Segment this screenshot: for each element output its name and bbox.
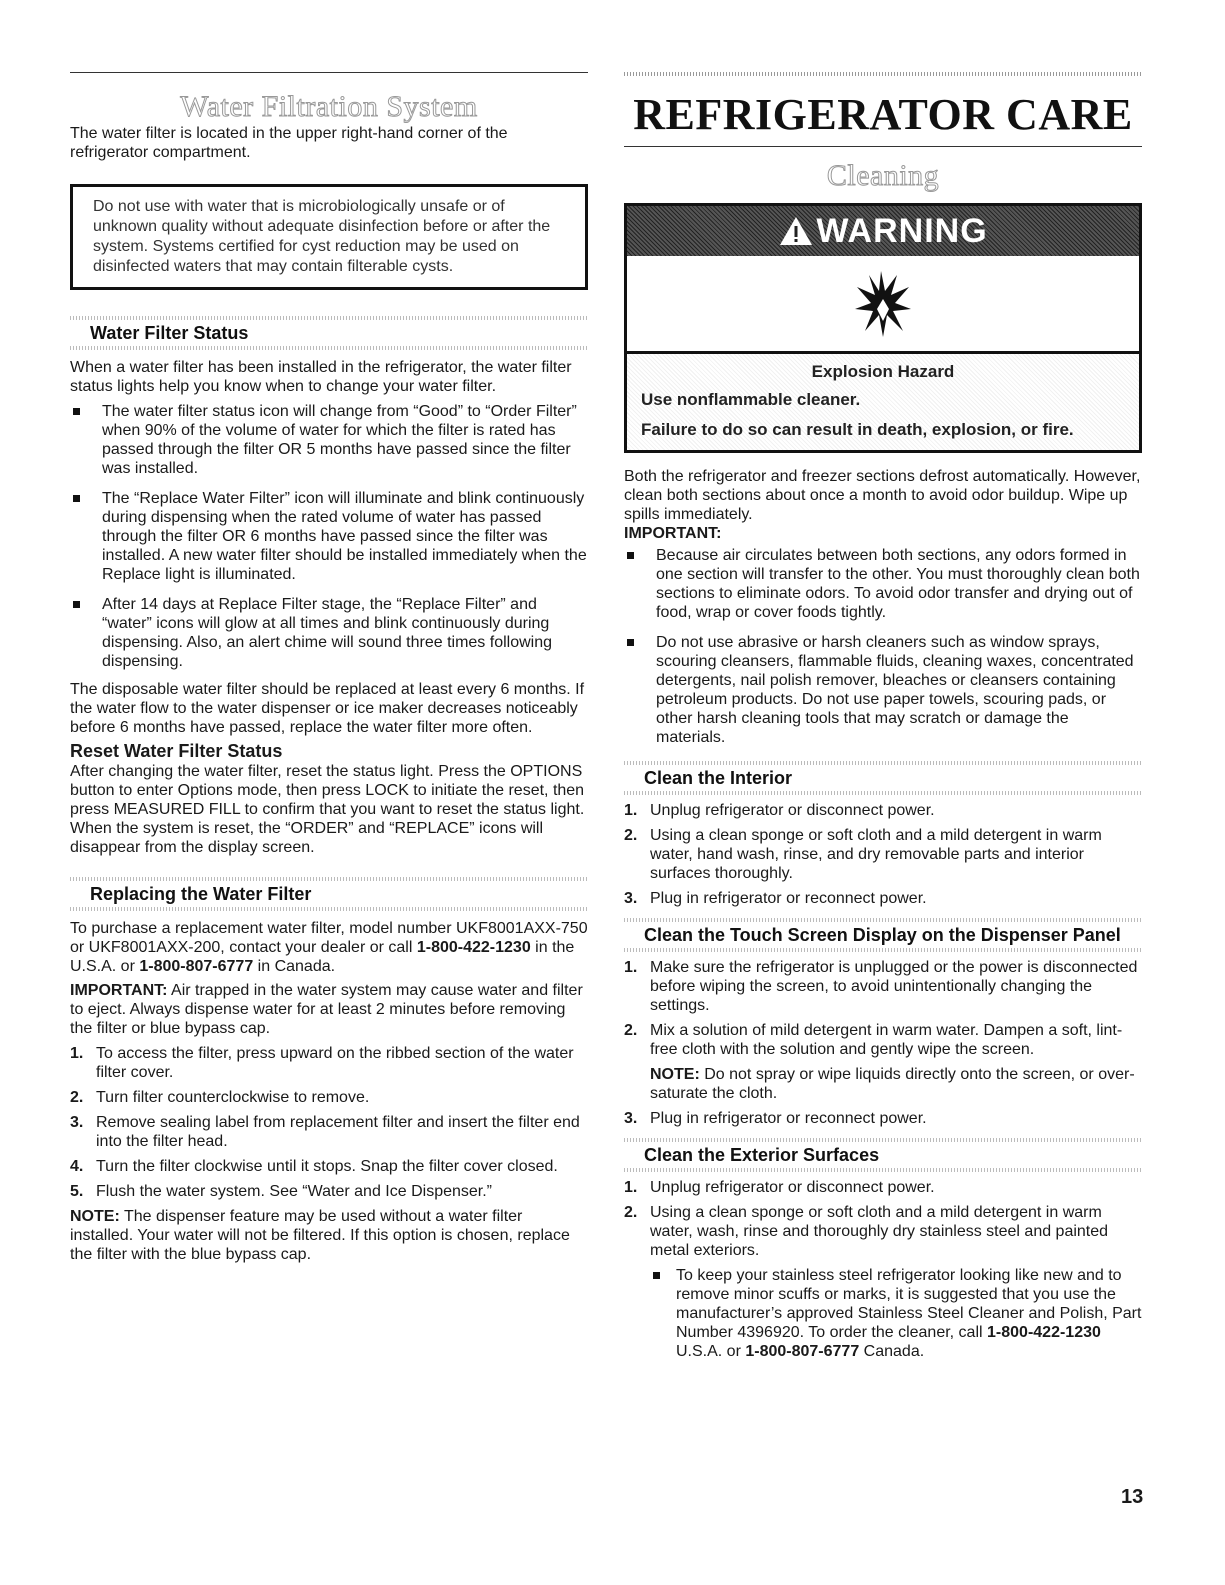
replacing-filter-heading: Replacing the Water Filter <box>70 877 588 911</box>
bullet-text: To keep your stainless steel refrigerator looking like new and to remove minor scuffs or marks, it is suggested that you use the manufacturer’s approved Stainless Steel Cleaner and Polish, Part Number 4396920. To order the cleaner, call <box>676 1267 1142 1341</box>
list-item <box>70 1088 588 1107</box>
clean-touch-screen-heading: Clean the Touch Screen Display on the Dispenser Panel <box>624 918 1142 952</box>
step-number: 2. <box>624 1204 638 1221</box>
touch-note <box>650 1065 1142 1103</box>
bullet-text: Canada. <box>859 1343 925 1360</box>
step-number: 3. <box>624 1110 638 1127</box>
phone-us: 1-800-422-1230 <box>416 939 531 956</box>
caution-box: Do not use with water that is microbiologically unsafe or of unknown quality without adequate disinfection before or after the system. Systems certified for cyst reduction may be used on disinfected waters that may contain filterable cysts. <box>70 184 588 290</box>
warning-box <box>624 203 1142 453</box>
interior-steps <box>624 801 1142 908</box>
right-column <box>624 88 1142 1361</box>
list-item: Do not use abrasive or harsh cleaners such as window sprays, scouring cleansers, flammable fluids, cleaning waxes, concentrated detergents, nail polish remover, bleaches or cleansers containing petroleum products. Do not use paper towels, scouring pads, or other harsh cleaning tools that may scratch or damage the materials. <box>624 633 1142 747</box>
step-text: Remove sealing label from replacement filter and insert the filter end into the filter head. <box>96 1114 580 1150</box>
replace-intro-text: in the U.S.A. or <box>70 939 575 975</box>
bullet-text: U.S.A. or <box>676 1343 746 1360</box>
step-text: Plug in refrigerator or reconnect power. <box>650 1110 927 1127</box>
step-number: 2. <box>624 827 638 844</box>
page-title: REFRIGERATOR CARE <box>633 90 1133 139</box>
clean-interior-heading: Clean the Interior <box>624 761 1142 795</box>
warning-header <box>627 206 1139 256</box>
step-text: Make sure the refrigerator is unplugged or the power is disconnected before wiping the screen, to avoid unintentionally changing the settings. <box>650 959 1138 1014</box>
phone-canada: 1-800-807-6777 <box>745 1343 860 1360</box>
note-label: NOTE: <box>70 1208 120 1225</box>
exterior-bullets <box>650 1266 1142 1361</box>
list-item <box>70 1182 588 1201</box>
step-number: 5. <box>70 1183 84 1200</box>
step-number: 1. <box>624 1179 638 1196</box>
step-number: 3. <box>70 1114 84 1131</box>
list-item <box>70 1113 588 1151</box>
note-text: The dispenser feature may be used without a water filter installed. Your water will not be filtered. If this option is chosen, replace the filter with the blue bypass cap. <box>70 1208 570 1263</box>
list-item: The water filter status icon will change from “Good” to “Order Filter” when 90% of the volume of water for which the filter is rated has passed through the filter OR 5 months have passed since the filter was installed. <box>70 402 588 478</box>
list-item <box>624 1109 1142 1128</box>
water-filter-status-heading: Water Filter Status <box>70 316 588 350</box>
defrost-intro: Both the refrigerator and freezer sections defrost automatically. However, clean both sections about once a month to avoid odor buildup. Wipe up spills immediately. <box>624 468 1141 523</box>
list-item: The “Replace Water Filter” icon will illuminate and blink continuously during dispensing when the rated volume of water has passed through the filter OR 6 months have passed since the filter was installed. A new water filter should be installed immediately when the Replace light is illuminated. <box>70 489 588 584</box>
touch-screen-steps <box>624 958 1142 1128</box>
exterior-steps <box>624 1178 1142 1361</box>
cleaning-bullets <box>624 546 1142 747</box>
step-text: Unplug refrigerator or disconnect power. <box>650 802 935 819</box>
step-text: Using a clean sponge or soft cloth and a mild detergent in warm water, hand wash, rinse, and dry removable parts and interior surfaces thoroughly. <box>650 827 1102 882</box>
replace-steps <box>70 1044 588 1201</box>
list-item <box>70 1157 588 1176</box>
step-text: Turn the filter clockwise until it stops. Snap the filter cover closed. <box>96 1158 558 1175</box>
explosion-icon <box>853 269 913 339</box>
warning-label: WARNING <box>816 211 988 250</box>
replace-intro-text: To purchase a replacement water filter, model number UKF8001AXX-750 or UKF8001AXX-200, contact your dealer or call <box>70 920 588 956</box>
warning-line: Use nonflammable cleaner. <box>641 390 861 409</box>
step-number: 4. <box>70 1158 84 1175</box>
important-label: IMPORTANT: <box>70 982 168 999</box>
list-item <box>624 958 1142 1015</box>
list-item: Because air circulates between both sections, any odors formed in one section will transfer to the other. You must thoroughly clean both sections to eliminate odors. To avoid odor transfer and drying out of food, wrap or cover foods tightly. <box>624 546 1142 622</box>
important-text: Air trapped in the water system may cause water and filter to eject. Always dispense water for at least 2 minutes before removing the filter or blue bypass cap. <box>70 982 583 1037</box>
list-item <box>624 889 1142 908</box>
list-item: After 14 days at Replace Filter stage, the “Replace Filter” and “water” icons will glow at all times and blink continuously during dispensing. Also, an alert chime will sound three times following dispensing. <box>70 595 588 671</box>
note-para <box>70 1207 588 1264</box>
clean-exterior-heading: Clean the Exterior Surfaces <box>624 1138 1142 1172</box>
step-text: Mix a solution of mild detergent in warm water. Dampen a soft, lint-free cloth with the solution and gently wipe the screen. <box>650 1022 1123 1058</box>
step-number: 2. <box>624 1022 638 1039</box>
phone-us: 1-800-422-1230 <box>987 1324 1101 1341</box>
page-number: 13 <box>1121 1486 1144 1508</box>
list-item <box>624 1178 1142 1197</box>
left-top-rule <box>70 72 588 73</box>
step-number: 1. <box>624 959 638 976</box>
status-bullets <box>70 402 588 671</box>
step-text: Flush the water system. See “Water and Ice Dispenser.” <box>96 1183 493 1200</box>
list-item <box>70 1044 588 1082</box>
hazard-title: Explosion Hazard <box>811 362 955 381</box>
warning-line: Failure to do so can result in death, explosion, or fire. <box>641 420 1074 439</box>
replace-intro-text: in Canada. <box>253 958 336 975</box>
replace-intro <box>70 919 588 976</box>
explosion-symbol-area <box>627 256 1139 354</box>
step-text: Unplug refrigerator or disconnect power. <box>650 1179 935 1196</box>
list-item <box>624 801 1142 820</box>
cleaning-heading: Cleaning <box>826 159 940 192</box>
phone-canada: 1-800-807-6777 <box>139 958 254 975</box>
step-text: To access the filter, press upward on the ribbed section of the water filter cover. <box>96 1045 574 1081</box>
status-outro: The disposable water filter should be replaced at least every 6 months. If the water flow to the water dispenser or ice maker decreases noticeably before 6 months have passed, replace the water filter more often. <box>70 681 585 736</box>
left-column <box>70 90 588 1264</box>
status-intro: When a water filter has been installed in the refrigerator, the water filter status lights help you know when to change your water filter. <box>70 359 572 395</box>
important-label: IMPORTANT: <box>624 525 722 542</box>
list-item <box>650 1266 1142 1361</box>
list-item <box>624 1021 1142 1103</box>
filter-location-text: The water filter is located in the upper right-hand corner of the refrigerator compartment. <box>70 125 508 161</box>
note-text: Do not spray or wipe liquids directly onto the screen, or over-saturate the cloth. <box>650 1066 1135 1102</box>
step-text: Using a clean sponge or soft cloth and a mild detergent in warm water, wash, rinse and thoroughly dry stainless steel and painted metal exteriors. <box>650 1204 1109 1259</box>
water-filtration-heading: Water Filtration System <box>180 90 478 123</box>
reset-status-heading: Reset Water Filter Status <box>70 741 283 761</box>
title-rule <box>624 146 1142 147</box>
step-number: 2. <box>70 1089 84 1106</box>
step-number: 1. <box>70 1045 84 1062</box>
step-text: Plug in refrigerator or reconnect power. <box>650 890 927 907</box>
right-top-rule <box>624 72 1142 76</box>
warning-triangle-icon <box>778 215 814 247</box>
list-item <box>624 826 1142 883</box>
note-label: NOTE: <box>650 1066 700 1083</box>
step-number: 1. <box>624 802 638 819</box>
important-para <box>70 981 588 1038</box>
step-number: 3. <box>624 890 638 907</box>
reset-status-text: After changing the water filter, reset the status light. Press the OPTIONS button to enter Options mode, then press LOCK to initiate the reset, then press MEASURED FILL to confirm that you want to reset the status light. When the system is reset, the “ORDER” and “REPLACE” icons will disappear from the display screen. <box>70 763 585 856</box>
list-item <box>624 1203 1142 1361</box>
warning-body <box>627 354 1139 450</box>
step-text: Turn filter counterclockwise to remove. <box>96 1089 370 1106</box>
